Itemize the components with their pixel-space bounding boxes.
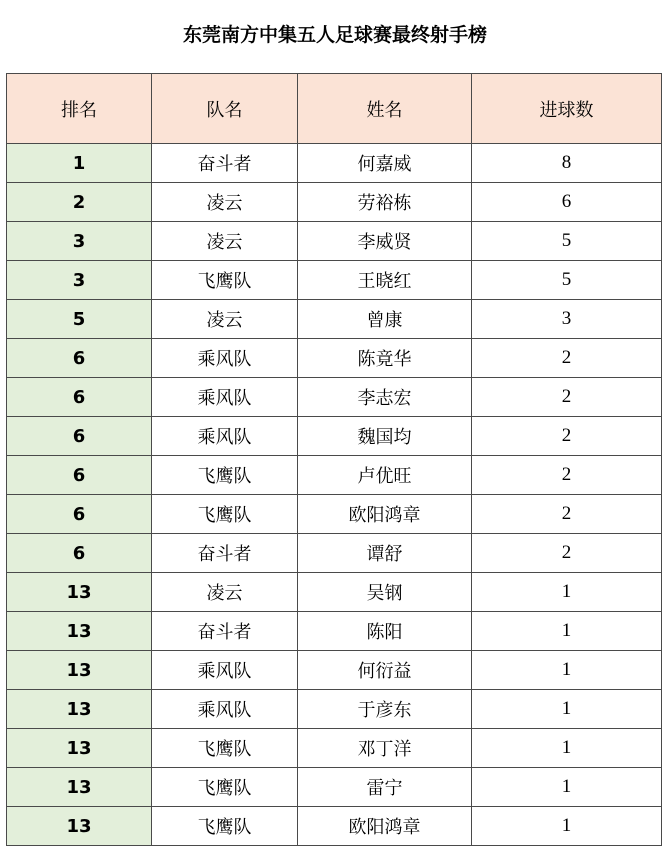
goals-cell: 3 bbox=[472, 300, 662, 339]
goals-cell: 1 bbox=[472, 729, 662, 768]
team-cell: 凌云 bbox=[152, 573, 298, 612]
name-cell: 邓丁洋 bbox=[298, 729, 472, 768]
goals-cell: 1 bbox=[472, 573, 662, 612]
table-row bbox=[7, 339, 662, 378]
team-cell: 凌云 bbox=[152, 300, 298, 339]
team-cell: 乘风队 bbox=[152, 417, 298, 456]
rank-cell: 6 bbox=[7, 456, 152, 495]
table-row bbox=[7, 261, 662, 300]
rank-cell: 6 bbox=[7, 339, 152, 378]
team-cell: 凌云 bbox=[152, 183, 298, 222]
name-cell: 李威贤 bbox=[298, 222, 472, 261]
rank-cell: 13 bbox=[7, 729, 152, 768]
team-cell: 奋斗者 bbox=[152, 534, 298, 573]
goals-cell: 1 bbox=[472, 768, 662, 807]
header-name: 姓名 bbox=[298, 74, 472, 144]
goals-cell: 5 bbox=[472, 261, 662, 300]
table-row bbox=[7, 378, 662, 417]
rank-cell: 6 bbox=[7, 534, 152, 573]
rank-cell: 13 bbox=[7, 690, 152, 729]
rank-cell: 2 bbox=[7, 183, 152, 222]
table-row bbox=[7, 651, 662, 690]
table-row bbox=[7, 534, 662, 573]
team-cell: 乘风队 bbox=[152, 690, 298, 729]
team-cell: 乘风队 bbox=[152, 339, 298, 378]
rank-cell: 13 bbox=[7, 807, 152, 846]
rank-cell: 5 bbox=[7, 300, 152, 339]
rank-cell: 3 bbox=[7, 261, 152, 300]
team-cell: 乘风队 bbox=[152, 378, 298, 417]
table-row bbox=[7, 456, 662, 495]
header-team: 队名 bbox=[152, 74, 298, 144]
table-row bbox=[7, 690, 662, 729]
name-cell: 于彦东 bbox=[298, 690, 472, 729]
rank-cell: 6 bbox=[7, 417, 152, 456]
team-cell: 凌云 bbox=[152, 222, 298, 261]
name-cell: 陈竟华 bbox=[298, 339, 472, 378]
rank-cell: 13 bbox=[7, 612, 152, 651]
name-cell: 陈阳 bbox=[298, 612, 472, 651]
scorers-table bbox=[6, 73, 662, 846]
goals-cell: 1 bbox=[472, 651, 662, 690]
team-cell: 飞鹰队 bbox=[152, 495, 298, 534]
table-row bbox=[7, 768, 662, 807]
team-cell: 飞鹰队 bbox=[152, 261, 298, 300]
team-cell: 奋斗者 bbox=[152, 612, 298, 651]
rank-cell: 1 bbox=[7, 144, 152, 183]
rank-cell: 13 bbox=[7, 651, 152, 690]
name-cell: 王晓红 bbox=[298, 261, 472, 300]
team-cell: 奋斗者 bbox=[152, 144, 298, 183]
table-row bbox=[7, 612, 662, 651]
rank-cell: 3 bbox=[7, 222, 152, 261]
goals-cell: 1 bbox=[472, 807, 662, 846]
name-cell: 何衍益 bbox=[298, 651, 472, 690]
team-cell: 飞鹰队 bbox=[152, 456, 298, 495]
name-cell: 魏国均 bbox=[298, 417, 472, 456]
name-cell: 曾康 bbox=[298, 300, 472, 339]
name-cell: 吴钢 bbox=[298, 573, 472, 612]
name-cell: 谭舒 bbox=[298, 534, 472, 573]
table-row bbox=[7, 729, 662, 768]
header-goals: 进球数 bbox=[472, 74, 662, 144]
goals-cell: 2 bbox=[472, 417, 662, 456]
rank-cell: 6 bbox=[7, 378, 152, 417]
goals-cell: 8 bbox=[472, 144, 662, 183]
goals-cell: 1 bbox=[472, 612, 662, 651]
rank-cell: 13 bbox=[7, 768, 152, 807]
goals-cell: 2 bbox=[472, 456, 662, 495]
name-cell: 卢优旺 bbox=[298, 456, 472, 495]
name-cell: 雷宁 bbox=[298, 768, 472, 807]
team-cell: 飞鹰队 bbox=[152, 729, 298, 768]
table-row bbox=[7, 573, 662, 612]
goals-cell: 6 bbox=[472, 183, 662, 222]
table-row bbox=[7, 222, 662, 261]
team-cell: 乘风队 bbox=[152, 651, 298, 690]
team-cell: 飞鹰队 bbox=[152, 807, 298, 846]
rank-cell: 13 bbox=[7, 573, 152, 612]
table-row bbox=[7, 144, 662, 183]
rank-cell: 6 bbox=[7, 495, 152, 534]
name-cell: 何嘉威 bbox=[298, 144, 472, 183]
name-cell: 劳裕栋 bbox=[298, 183, 472, 222]
goals-cell: 2 bbox=[472, 495, 662, 534]
table-body bbox=[7, 144, 662, 846]
goals-cell: 2 bbox=[472, 339, 662, 378]
table-row bbox=[7, 183, 662, 222]
table-row bbox=[7, 807, 662, 846]
name-cell: 欧阳鸿章 bbox=[298, 495, 472, 534]
table-row bbox=[7, 495, 662, 534]
name-cell: 欧阳鸿章 bbox=[298, 807, 472, 846]
team-cell: 飞鹰队 bbox=[152, 768, 298, 807]
table-row bbox=[7, 417, 662, 456]
page-title: 东莞南方中集五人足球赛最终射手榜 bbox=[182, 24, 487, 46]
goals-cell: 5 bbox=[472, 222, 662, 261]
goals-cell: 2 bbox=[472, 378, 662, 417]
header-row bbox=[7, 74, 662, 144]
name-cell: 李志宏 bbox=[298, 378, 472, 417]
table-row bbox=[7, 300, 662, 339]
goals-cell: 1 bbox=[472, 690, 662, 729]
goals-cell: 2 bbox=[472, 534, 662, 573]
header-rank: 排名 bbox=[7, 74, 152, 144]
